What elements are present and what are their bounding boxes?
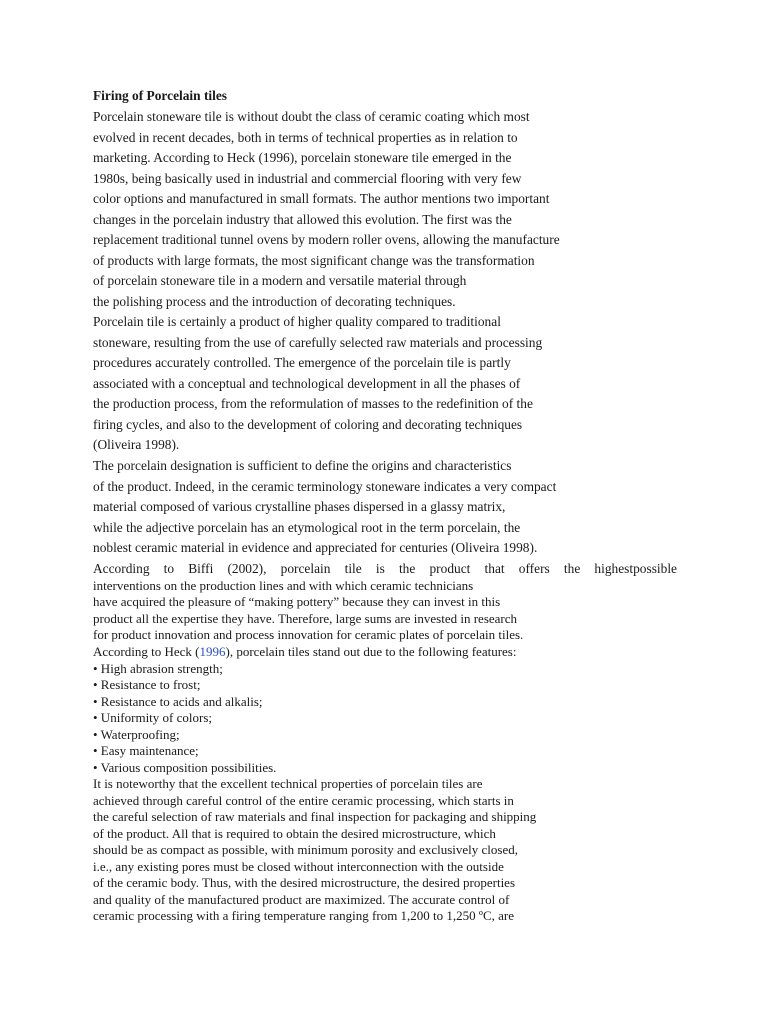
paragraph-1-line: marketing. According to Heck (1996), porcelain stoneware tile emerged in the xyxy=(93,150,512,165)
paragraph-5-line: and quality of the manufactured product are maximized. The accurate control of xyxy=(93,891,510,907)
paragraph-2-line: firing cycles, and also to the development of coloring and decorating techniques xyxy=(93,416,523,432)
features-intro-text: ), porcelain tiles stand out due to the following features: xyxy=(225,644,517,659)
paragraph-5-line: the careful selection of raw materials and final inspection for packaging and shipping xyxy=(93,809,537,824)
paragraph-1-line: of porcelain stoneware tile in a modern and versatile material through xyxy=(93,273,467,288)
paragraph-3-line: of the product. Indeed, in the ceramic terminology stoneware indicates a very compact xyxy=(93,478,557,494)
feature-list-item: • High abrasion strength; xyxy=(93,660,223,676)
paragraph-3-line: The porcelain designation is sufficient to define the origins and characteristics xyxy=(93,458,512,473)
paragraph-5-line: achieved through careful control of the entire ceramic processing, which starts in xyxy=(93,792,514,808)
paragraph-4-line: have acquired the pleasure of “making pottery” because they can invest in this xyxy=(93,594,501,609)
paragraph-1-line: 1980s, being basically used in industrial and commercial flooring with very few xyxy=(93,170,522,186)
paragraph-5-line: of the product. All that is required to obtain the desired microstructure, which xyxy=(93,825,496,841)
paragraph-2-line: (Oliveira 1998). xyxy=(93,437,180,452)
paragraph-2-line: Porcelain tile is certainly a product of higher quality compared to traditional xyxy=(93,314,501,329)
paragraph-4-justified-line: According to Biffi (2002), porcelain tile is the product that offers the highestpossible xyxy=(93,561,677,576)
paragraph-2-line: procedures accurately controlled. The emergence of the porcelain tile is partly xyxy=(93,355,511,370)
paragraph-3-line: noblest ceramic material in evidence and appreciated for centuries (Oliveira 1998). xyxy=(93,540,538,555)
paragraph-5-line: ceramic processing with a firing temperature ranging from 1,200 to 1,250 ºC, are xyxy=(93,908,514,923)
feature-list-item: • Easy maintenance; xyxy=(93,743,199,758)
paragraph-1-line: evolved in recent decades, both in terms of technical properties as in relation to xyxy=(93,129,518,145)
feature-list-item: • Resistance to acids and alkalis; xyxy=(93,693,263,709)
paragraph-1-line: of products with large formats, the most significant change was the transformation xyxy=(93,252,535,268)
feature-list-item: • Various composition possibilities. xyxy=(93,759,277,775)
paragraph-5-line: i.e., any existing pores must be closed without interconnection with the outside xyxy=(93,858,504,874)
citation-link[interactable]: 1996 xyxy=(199,644,226,659)
paragraph-5-line: should be as compact as possible, with minimum porosity and exclusively closed, xyxy=(93,842,518,857)
paragraph-1-line: replacement traditional tunnel ovens by modern roller ovens, allowing the manufacture xyxy=(93,232,560,247)
paragraph-1-line: changes in the porcelain industry that allowed this evolution. The first was the xyxy=(93,211,512,227)
feature-list-item: • Uniformity of colors; xyxy=(93,710,213,725)
paragraph-4-line: for product innovation and process innovation for ceramic plates of porcelain tiles. xyxy=(93,627,524,642)
feature-list-item: • Resistance to frost; xyxy=(93,677,201,692)
features-intro-text: According to Heck ( xyxy=(93,644,200,659)
paragraph-1-line: Porcelain stoneware tile is without doubt the class of ceramic coating which most xyxy=(93,109,530,124)
paragraph-4-line: product all the expertise they have. Therefore, large sums are invested in research xyxy=(93,610,518,626)
document-title: Firing of Porcelain tiles xyxy=(93,88,228,103)
paragraph-5-line: of the ceramic body. Thus, with the desired microstructure, the desired properties xyxy=(93,875,516,890)
paragraph-5-line: It is noteworthy that the excellent technical properties of porcelain tiles are xyxy=(93,776,483,791)
paragraph-1-line: the polishing process and the introduction of decorating techniques. xyxy=(93,293,456,309)
paragraph-1-line: color options and manufactured in small formats. The author mentions two important xyxy=(93,191,550,206)
features-intro xyxy=(93,644,516,660)
paragraph-3-line: while the adjective porcelain has an etymological root in the term porcelain, the xyxy=(93,519,521,535)
feature-list-item: • Waterproofing; xyxy=(93,726,180,742)
paragraph-2-line: stoneware, resulting from the use of carefully selected raw materials and processing xyxy=(93,334,543,350)
paragraph-3-line: material composed of various crystalline phases dispersed in a glassy matrix, xyxy=(93,499,506,514)
paragraph-2-line: associated with a conceptual and technological development in all the phases of xyxy=(93,375,521,391)
paragraph-2-line: the production process, from the reformulation of masses to the redefinition of the xyxy=(93,396,533,411)
paragraph-4-line: interventions on the production lines and with which ceramic technicians xyxy=(93,577,474,593)
